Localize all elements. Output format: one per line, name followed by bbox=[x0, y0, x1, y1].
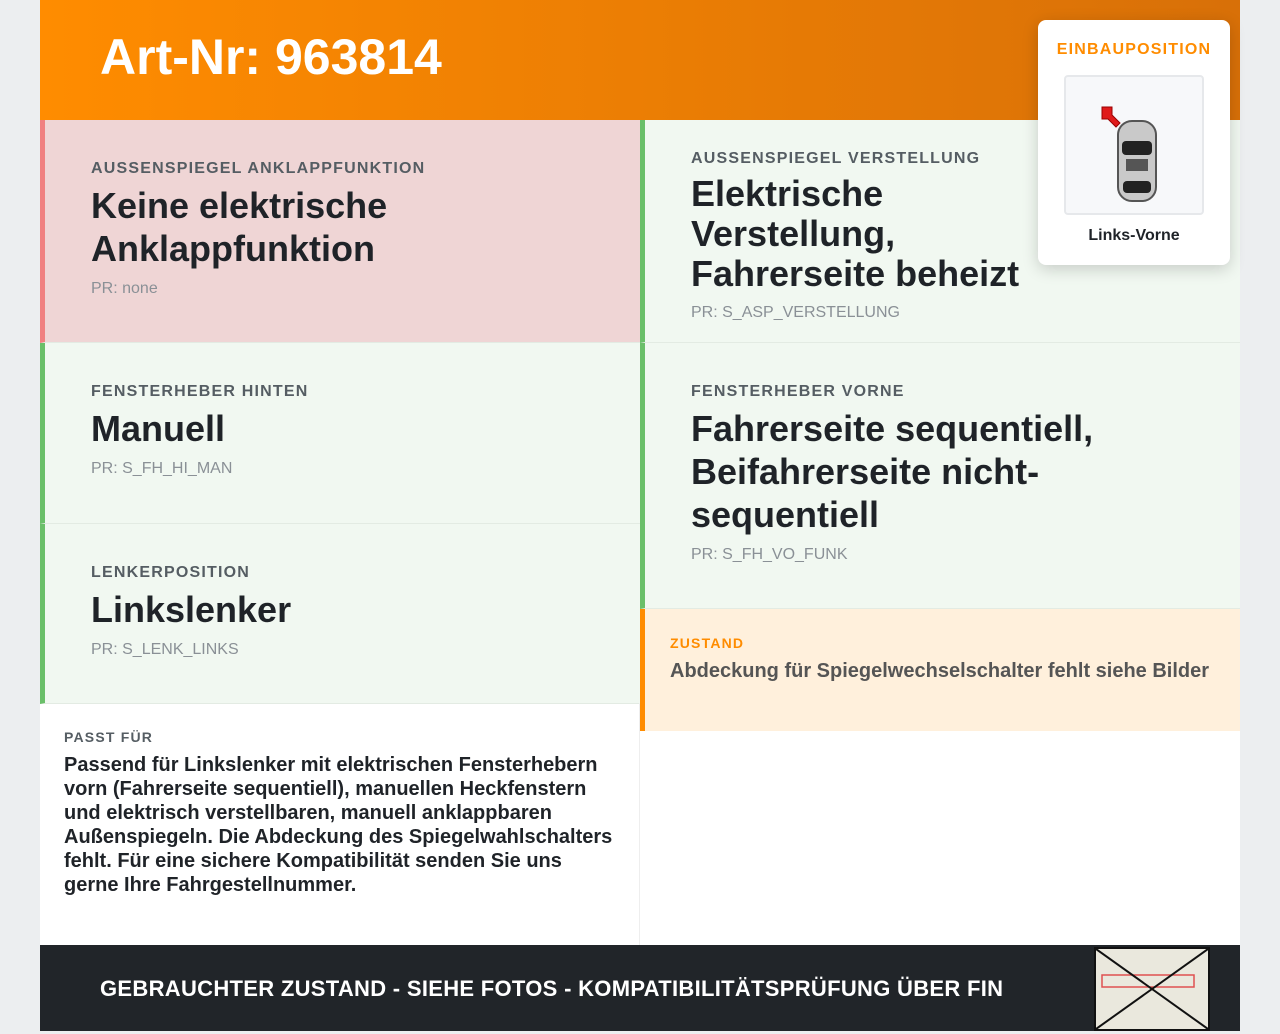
fits-box bbox=[40, 703, 640, 945]
condition-text: Abdeckung für Spiegelwechselschalter fehlt siehe Bilder bbox=[670, 660, 1210, 682]
card-label: LENKERPOSITION bbox=[91, 564, 251, 581]
car-position-image bbox=[1064, 75, 1204, 215]
card-label: FENSTERHEBER VORNE bbox=[691, 383, 905, 400]
card-rear-windows bbox=[40, 343, 640, 524]
car-top-view-icon bbox=[1066, 77, 1202, 213]
card-label: AUSSENSPIEGEL VERSTELLUNG bbox=[691, 150, 981, 167]
card-pr: PR: S_FH_HI_MAN bbox=[91, 460, 233, 477]
fits-label: PASST FÜR bbox=[64, 729, 154, 745]
card-pr: PR: S_ASP_VERSTELLUNG bbox=[691, 304, 900, 321]
card-value: Keine elektrische Anklappfunktion bbox=[91, 185, 388, 269]
position-label: EINBAUPOSITION bbox=[1056, 41, 1212, 58]
card-pr: PR: none bbox=[91, 280, 158, 297]
fits-text: Passend für Linkslenker mit elektrischen Fensterhebern vorn (Fahrerseite sequentiell), manuellen Heckfenstern und elektrisch verstellbaren, manuell anklappbaren Außenspiegeln. Die Abdeckung des Spiegelwahlschalters fehlt. Für eine sichere Kompatibilität senden Sie uns gerne Ihre Fahrgestellnummer. bbox=[64, 754, 613, 896]
footer-text: GEBRAUCHTER ZUSTAND - SIEHE FOTOS - KOMPATIBILITÄTSPRÜFUNG ÜBER FIN bbox=[100, 976, 1004, 1001]
card-mirror-folding bbox=[40, 120, 640, 343]
card-label: AUSSENSPIEGEL ANKLAPPFUNKTION bbox=[91, 160, 426, 177]
footer-banner bbox=[40, 945, 1240, 1031]
mounting-position-card bbox=[1038, 20, 1230, 265]
card-pr: PR: S_LENK_LINKS bbox=[91, 641, 239, 658]
card-steering bbox=[40, 524, 640, 704]
article-number: Art-Nr: 963814 bbox=[100, 29, 442, 85]
card-value: Manuell bbox=[91, 408, 226, 449]
condition-box bbox=[640, 609, 1240, 731]
card-front-windows bbox=[640, 343, 1240, 609]
card-value: Linkslenker bbox=[91, 589, 292, 630]
position-caption: Links-Vorne bbox=[1088, 227, 1180, 244]
card-label: FENSTERHEBER HINTEN bbox=[91, 383, 309, 400]
vin-envelope-icon bbox=[1094, 947, 1210, 1031]
condition-label: ZUSTAND bbox=[670, 635, 745, 651]
page bbox=[40, 0, 1240, 1031]
card-pr: PR: S_FH_VO_FUNK bbox=[691, 546, 848, 563]
card-value: Elektrische Verstellung, Fahrerseite beheizt bbox=[691, 173, 1020, 294]
card-value: Fahrerseite sequentiell, Beifahrerseite nicht-sequentiell bbox=[691, 408, 1094, 535]
